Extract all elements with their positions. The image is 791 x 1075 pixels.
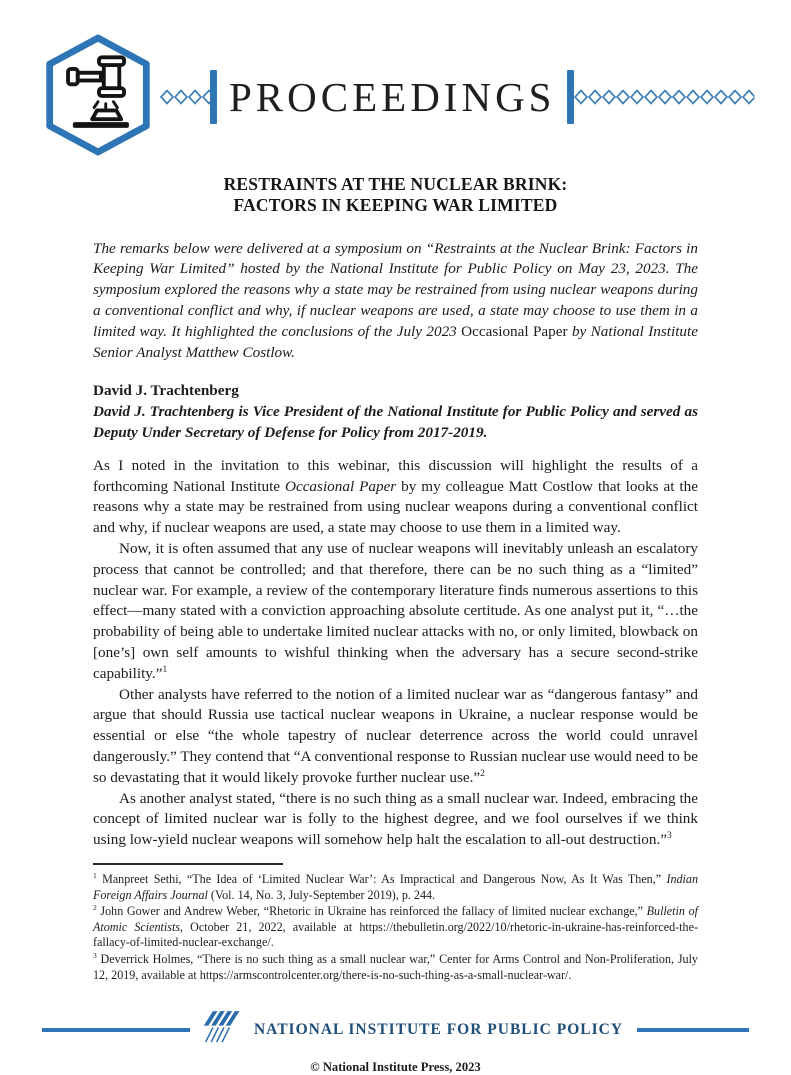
page-footer (0, 1009, 791, 1075)
nipp-stripes-logo-icon (202, 1009, 244, 1051)
masthead (0, 0, 791, 158)
text-run: by my colleague Matt Costlow that looks at the reasons why a state may be restrained from using nuclear weapons during a conventional conflict and why, if nuclear weapons are used, a state may choose to use them in a limited way. (93, 477, 698, 537)
text-run: Now, it is often assumed that any use of nuclear weapons will inevitably unleash an escalatory process that cannot be controlled; and that therefore, there can be no such thing as a “limited” nuclear war. For example, a review of the contemporary literature finds numerous assertions to this effect—many stated with a conviction approaching absolute certitude. As one analyst put it, “…the probability of being able to undertake limited nuclear attacks with no, or only limited, blowback on [one’s] own self amounts to wishful thinking when the adversary has a secure second-strike capability.” (93, 540, 698, 682)
body-paragraph (93, 789, 698, 851)
abstract-paragraph (93, 239, 698, 364)
diamond-chain-right-icon (574, 89, 755, 105)
footnote-reference: 3 (667, 831, 672, 842)
publisher-banner (0, 1009, 791, 1051)
body-paragraph (93, 539, 698, 685)
footnote-marker: 3 (93, 950, 97, 960)
text-run: The remarks below were delivered at a symposium on “Restraints at the Nuclear Brink: Factors in Keeping War Limited” hosted by the National Institute for Public Policy on May 23, 2023. The symposium explored the reasons why a state may be restrained from using nuclear weapons during a conventional conflict and why, if nuclear weapons are used, a state may choose to use them in a limited way. It highlighted the conclusions of the July 2023 (93, 239, 698, 340)
footer-rule-left (42, 1028, 190, 1032)
gavel-hexagon-icon (40, 32, 156, 163)
footnote-reference: 1 (162, 664, 168, 675)
text-run: Occasional Paper (461, 322, 568, 340)
text-run: Manpreet Sethi, “The Idea of ‘Limited Nuclear War’: As Impractical and Dangerous Now, As It Was Then,” (102, 872, 667, 886)
masthead-title: PROCEEDINGS (229, 73, 556, 120)
footnote-marker: 2 (93, 903, 97, 913)
text-run: John Gower and Andrew Weber, “Rhetoric in Ukraine has reinforced the fallacy of limited nuclear exchange,” (100, 904, 647, 919)
divider-bar-right (567, 70, 574, 124)
speaker-name: David J. Trachtenberg (93, 382, 239, 400)
text-run: Bulletin of Atomic Scientists (93, 904, 698, 934)
text-run: Other analysts have referred to the notion of a limited nuclear war as “dangerous fantasy” and argue that should Russia use tactical nuclear weapons in Ukraine, a nuclear response would be essential or else “the whole tapestry of nuclear deterrence across the world could unravel dangerously.” They contend that “A conventional response to Russian nuclear use would need to be so devastating that it would likely provoke further nuclear use.” (93, 685, 698, 786)
text-run: Deverrick Holmes, “There is no such thing as a small nuclear war,” Center for Arms Control and Non-Proliferation, July 12, 2019, available at https://armscontrolcenter.org/there-is-no-such-thing-as-a-small-nuclear-war/. (93, 951, 698, 982)
text-run: As I noted in the invitation to this webinar, this discussion will highlight the results of a forthcoming National Institute (93, 456, 698, 495)
copyright-line: © National Institute Press, 2023 (310, 1060, 481, 1075)
text-run: , October 21, 2022, available at https://thebulletin.org/2022/10/rhetoric-in-ukraine-has-reinforced-the-fallacy-of-limited-nuclear-exchange/. (93, 919, 698, 950)
footnotes-section (93, 872, 698, 983)
divider-bar-left (210, 70, 217, 124)
article-body (93, 456, 698, 851)
footer-rule-right (637, 1028, 749, 1032)
footnote-marker: 1 (93, 870, 97, 880)
text-run: (Vol. 14, No. 3, July-September 2019), p. 244. (207, 887, 436, 902)
body-paragraph (93, 456, 698, 539)
body-paragraph (93, 685, 698, 789)
text-run: by National Institute Senior Analyst Matthew Costlow. (93, 322, 698, 361)
speaker-bio: David J. Trachtenberg is Vice President of the National Institute for Public Policy and served as Deputy Under Secretary of Defense for Policy from 2017-2019. (93, 403, 698, 442)
document-title (93, 174, 698, 217)
footnote (93, 904, 698, 951)
document-title-line1: RESTRAINTS AT THE NUCLEAR BRINK: (223, 174, 568, 194)
footnote-separator (93, 863, 283, 865)
footnote-reference: 2 (480, 768, 485, 779)
footnote (93, 872, 698, 903)
text-run: As another analyst stated, “there is no such thing as a small nuclear war. Indeed, embracing the concept of limited nuclear war is folly to the highest degree, and we fool ourselves if we think using low-yield nuclear weapons will somehow help halt the escalation to all-out destruction.” (93, 789, 698, 849)
footnote (93, 952, 698, 983)
organization-name: NATIONAL INSTITUTE FOR PUBLIC POLICY (253, 1021, 624, 1039)
text-run: Occasional Paper (284, 477, 397, 495)
document-title-line2: FACTORS IN KEEPING WAR LIMITED (233, 195, 558, 216)
text-run: Indian Foreign Affairs Journal (93, 872, 699, 902)
diamond-chain-left-icon (160, 89, 210, 105)
